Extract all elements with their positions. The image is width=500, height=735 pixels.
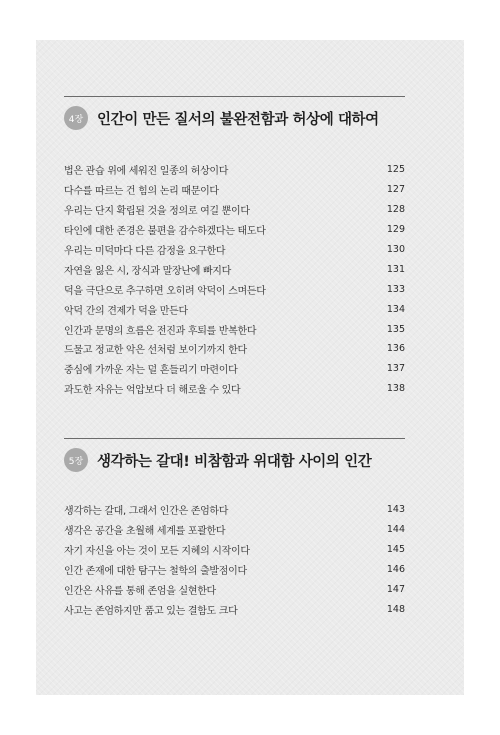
toc-entry xyxy=(64,520,405,540)
toc-entry-title: 인간은 사유를 통해 존엄을 실현한다 xyxy=(64,586,216,597)
toc-entry xyxy=(64,339,405,359)
toc-entry xyxy=(64,500,405,520)
chapter-number-badge: 4장 xyxy=(64,106,88,130)
toc-entry-title: 과도한 자유는 억압보다 더 해로울 수 있다 xyxy=(64,385,241,397)
chapter-5-header xyxy=(64,438,405,479)
toc-entry-title: 자기 자신을 아는 것이 모든 지혜의 시작이다 xyxy=(64,546,250,558)
chapter-divider xyxy=(64,96,405,97)
chapter-5-toc-list xyxy=(64,500,405,619)
toc-entry-page-number: 148 xyxy=(386,603,405,615)
toc-entry-title: 사고는 존엄하지만 품고 있는 결함도 크다 xyxy=(64,605,238,617)
toc-entry-title: 타인에 대한 존경은 불편을 감수하겠다는 태도다 xyxy=(64,226,266,238)
chapter-4-toc-list xyxy=(64,160,405,399)
chapter-title: 인간이 만든 질서의 불완전함과 허상에 대하여 xyxy=(97,111,379,128)
chapter-4-header xyxy=(64,96,405,137)
toc-entry-title: 우리는 미덕마다 다른 감정을 요구한다 xyxy=(64,246,226,257)
toc-entry xyxy=(64,319,405,339)
toc-entry-page-number: 144 xyxy=(386,524,405,536)
toc-entry-title: 중심에 가까운 자는 덜 흔들리기 마련이다 xyxy=(64,365,238,377)
toc-entry-page-number: 133 xyxy=(386,283,405,295)
toc-entry xyxy=(64,560,405,580)
toc-entry xyxy=(64,240,405,260)
toc-entry-title: 생각하는 갈대, 그래서 인간은 존엄하다 xyxy=(64,506,229,518)
toc-entry-title: 법은 관습 위에 세워진 일종의 허상이다 xyxy=(64,166,229,178)
chapter-number-badge: 5장 xyxy=(64,448,88,472)
toc-entry-page-number: 146 xyxy=(386,564,405,576)
toc-entry-page-number: 127 xyxy=(386,184,405,196)
toc-entry xyxy=(64,540,405,560)
toc-entry-page-number: 138 xyxy=(386,383,405,395)
toc-entry xyxy=(64,599,405,619)
toc-entry-title: 다수를 따르는 건 힘의 논리 때문이다 xyxy=(64,186,219,198)
toc-entry-title: 드물고 정교한 악은 선처럼 보이기까지 한다 xyxy=(64,345,247,357)
toc-entry-title: 덕을 극단으로 추구하면 오히려 악덕이 스며든다 xyxy=(64,285,266,297)
toc-entry xyxy=(64,200,405,220)
toc-entry-title: 자연을 잃은 시, 장식과 말장난에 빠지다 xyxy=(64,265,232,277)
toc-entry xyxy=(64,180,405,200)
toc-entry-page-number: 125 xyxy=(386,164,405,176)
toc-entry xyxy=(64,279,405,299)
toc-entry-page-number: 128 xyxy=(386,204,405,216)
toc-entry xyxy=(64,259,405,279)
toc-entry-page-number: 131 xyxy=(386,263,405,275)
toc-entry xyxy=(64,379,405,399)
chapter-divider xyxy=(64,438,405,439)
toc-entry xyxy=(64,299,405,319)
toc-entry xyxy=(64,160,405,180)
toc-entry-page-number: 134 xyxy=(386,303,405,315)
toc-entry-page-number: 143 xyxy=(386,504,405,516)
toc-entry-title: 악덕 간의 견제가 덕을 만든다 xyxy=(64,305,188,317)
toc-entry-page-number: 147 xyxy=(386,584,405,595)
toc-entry-title: 생각은 공간을 초월해 세계를 포괄한다 xyxy=(64,526,226,538)
toc-entry-page-number: 130 xyxy=(386,244,405,255)
toc-entry xyxy=(64,359,405,379)
chapter-title: 생각하는 갈대! 비참함과 위대함 사이의 인간 xyxy=(97,453,372,470)
toc-entry-title: 우리는 단지 확립된 것을 정의로 여길 뿐이다 xyxy=(64,206,250,218)
toc-entry-page-number: 129 xyxy=(386,224,405,236)
toc-entry-title: 인간 존재에 대한 탐구는 철학의 출발점이다 xyxy=(64,566,247,578)
toc-entry xyxy=(64,220,405,240)
toc-entry xyxy=(64,580,405,600)
toc-entry-page-number: 145 xyxy=(386,544,405,556)
toc-entry-title: 인간과 문명의 흐름은 전진과 후퇴를 반복한다 xyxy=(64,325,257,337)
toc-entry-page-number: 135 xyxy=(386,323,405,335)
toc-entry-page-number: 137 xyxy=(386,363,405,375)
toc-entry-page-number: 136 xyxy=(386,343,405,355)
